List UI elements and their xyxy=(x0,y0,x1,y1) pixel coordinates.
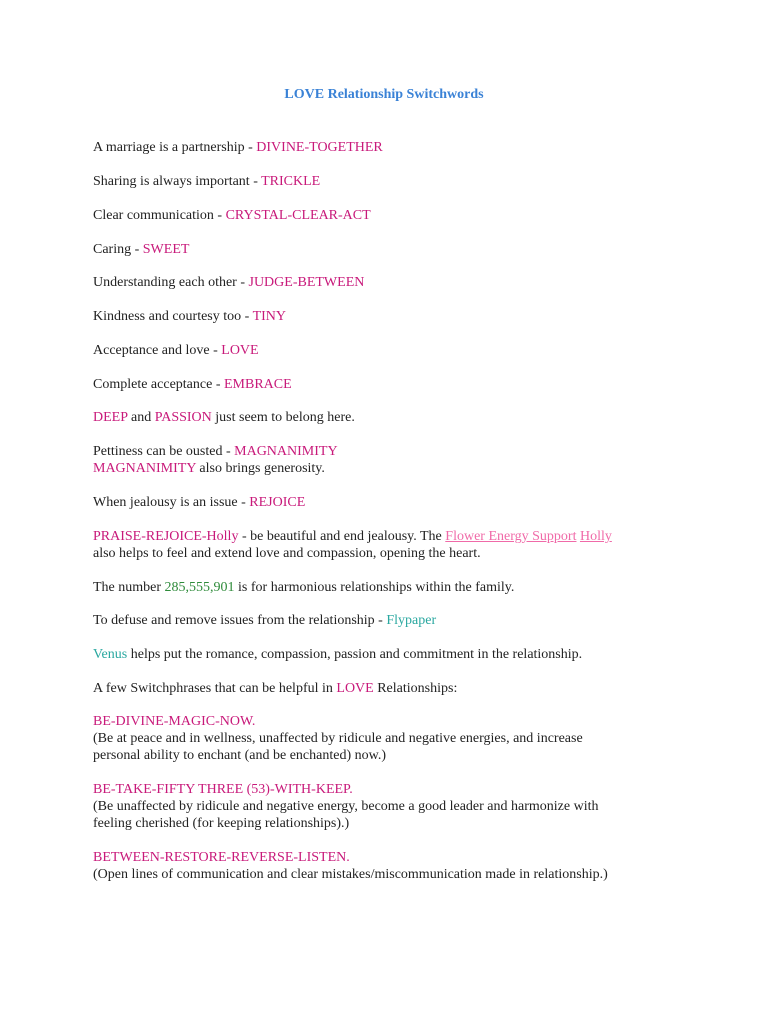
description-text: (Be unaffected by ridicule and negative energy, become a good leader and harmonize with xyxy=(93,799,599,814)
switchword: REJOICE xyxy=(249,495,306,510)
line-defuse xyxy=(93,612,436,629)
switch-number: 285,555,901 xyxy=(164,580,235,595)
line-text: Sharing is always important - xyxy=(93,174,262,189)
switchphrase: BE-TAKE-FIFTY THREE (53)-WITH-KEEP. xyxy=(93,782,353,797)
switchphrase-description xyxy=(93,866,608,883)
line-text: Understanding each other - xyxy=(93,275,249,290)
line-complete-acceptance xyxy=(93,376,292,393)
line-text: The number xyxy=(93,580,165,595)
switchword: Flypaper xyxy=(386,613,437,628)
line-text: Complete acceptance - xyxy=(93,377,224,392)
line-few-switchphrases xyxy=(93,680,457,697)
line-deep-passion xyxy=(93,409,355,426)
line-caring xyxy=(93,241,189,258)
line-text: is for harmonious relationships within the family. xyxy=(234,580,515,595)
line-jealousy xyxy=(93,494,305,511)
switchword: EMBRACE xyxy=(223,377,292,392)
line-text: Clear communication - xyxy=(93,208,226,223)
line-text: also brings generosity. xyxy=(195,461,325,476)
switchword: CRYSTAL-CLEAR-ACT xyxy=(225,208,371,223)
switchphrase: BETWEEN-RESTORE-REVERSE-LISTEN. xyxy=(93,850,350,865)
switchword: PRAISE-REJOICE-Holly xyxy=(93,529,239,544)
line-text: also helps to feel and extend love and compassion, opening the heart. xyxy=(93,546,481,561)
switchword: Venus xyxy=(93,647,128,662)
switchword: DEEP xyxy=(93,410,128,425)
line-magnanimity xyxy=(93,460,325,477)
switchword: PASSION xyxy=(154,410,212,425)
line-acceptance xyxy=(93,342,259,359)
line-text: helps put the romance, compassion, passion and commitment in the relationship. xyxy=(127,647,583,662)
line-understanding xyxy=(93,274,364,291)
switchword: LOVE xyxy=(221,343,259,358)
line-marriage xyxy=(93,139,383,156)
switchword: TRICKLE xyxy=(261,174,321,189)
line-text: When jealousy is an issue - xyxy=(93,495,250,510)
line-text: A marriage is a partnership - xyxy=(93,140,257,155)
flower-energy-support-link[interactable]: Flower Energy Support xyxy=(445,529,577,544)
line-text: To defuse and remove issues from the relationship - xyxy=(93,613,387,628)
switchword: JUDGE-BETWEEN xyxy=(248,275,365,290)
switchphrase-description xyxy=(93,747,386,764)
line-kindness xyxy=(93,308,286,325)
switchphrase-description xyxy=(93,815,349,832)
switchphrase-description xyxy=(93,798,598,815)
line-praise-continued xyxy=(93,545,481,562)
page-title: LOVE Relationship Switchwords xyxy=(284,87,484,102)
line-text: Relationships: xyxy=(373,681,458,696)
switchword: DIVINE-TOGETHER xyxy=(256,140,383,155)
description-text: personal ability to enchant (and be enchanted) now.) xyxy=(93,748,386,763)
line-text: Kindness and courtesy too - xyxy=(93,309,253,324)
line-text: - be beautiful and end jealousy. The xyxy=(238,529,446,544)
switchword: SWEET xyxy=(142,242,190,257)
switchword: MAGNANIMITY xyxy=(93,461,196,476)
description-text: feeling cherished (for keeping relationships).) xyxy=(93,816,350,831)
switchphrase-title xyxy=(93,849,350,866)
line-text: Acceptance and love - xyxy=(93,343,222,358)
line-number xyxy=(93,579,514,596)
switchphrase: BE-DIVINE-MAGIC-NOW. xyxy=(93,714,256,729)
description-text: (Be at peace and in wellness, unaffected by ridicule and negative energies, and increase xyxy=(93,731,583,746)
line-pettiness xyxy=(93,443,338,460)
line-sharing xyxy=(93,173,320,190)
switchphrase-description xyxy=(93,730,583,747)
description-text: (Open lines of communication and clear mistakes/miscommunication made in relationship.) xyxy=(93,867,608,882)
line-praise xyxy=(93,528,612,545)
line-text: Pettiness can be ousted - xyxy=(93,444,235,459)
line-venus xyxy=(93,646,582,663)
holly-link[interactable]: Holly xyxy=(579,529,612,544)
switchword: TINY xyxy=(252,309,286,324)
switchword: MAGNANIMITY xyxy=(234,444,338,459)
line-text: A few Switchphrases that can be helpful in xyxy=(93,681,337,696)
line-text: and xyxy=(127,410,155,425)
line-text: Caring - xyxy=(93,242,143,257)
switchphrase-title xyxy=(93,781,353,798)
line-clear-communication xyxy=(93,207,371,224)
line-text: just seem to belong here. xyxy=(211,410,355,425)
switchphrase-title xyxy=(93,713,255,730)
switchword: LOVE xyxy=(336,681,374,696)
